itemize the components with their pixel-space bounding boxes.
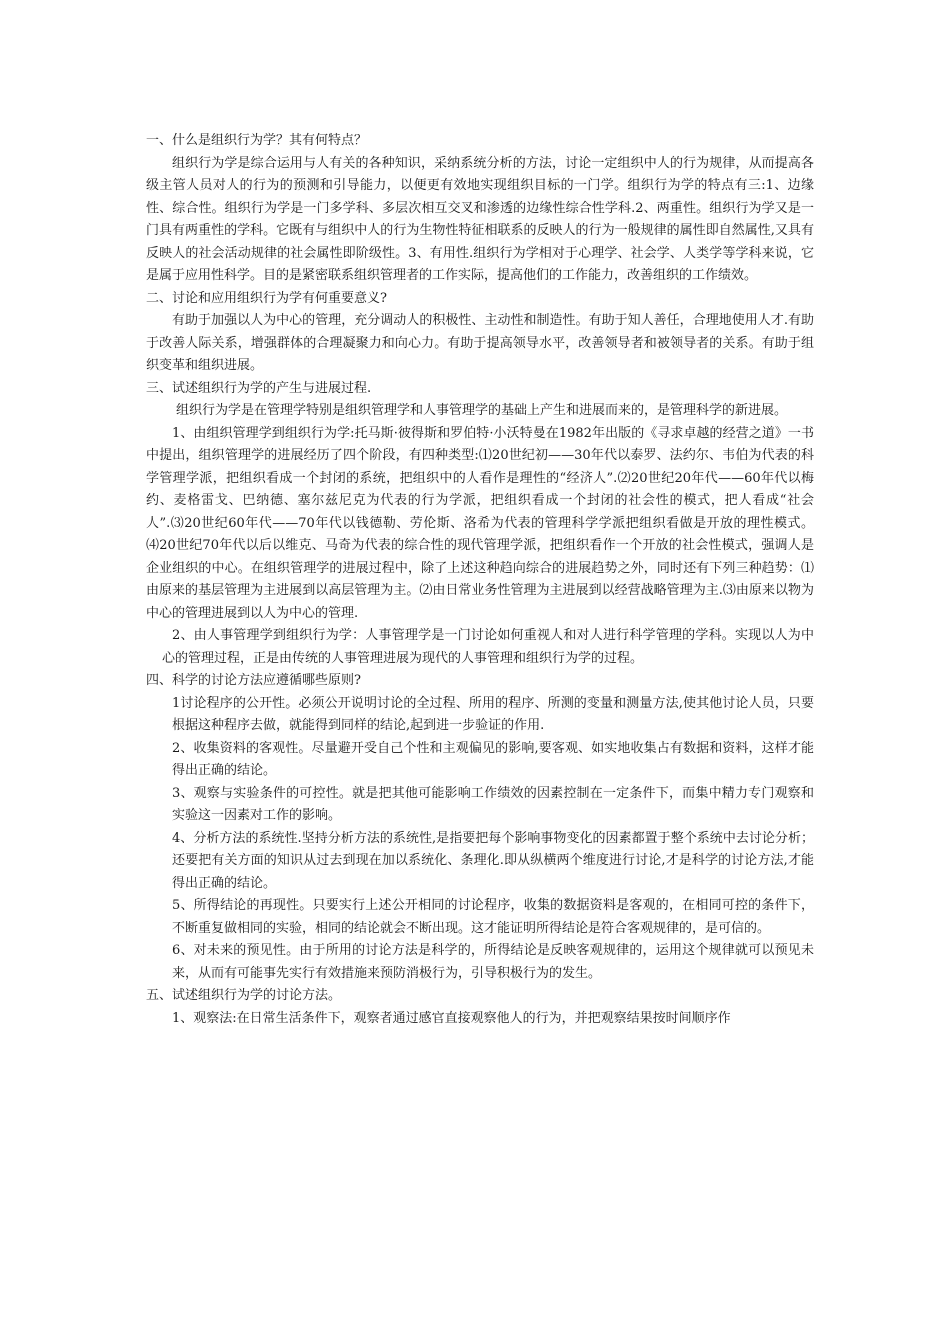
question-4-title: 四、科学的讨论方法应遵循哪些原则?	[146, 673, 361, 688]
principle-item: 4、分析方法的系统性.坚持分析方法的系统性,是指要把每个影响事物变化的因素都置于整个系统中去讨论分析；还要把有关方面的知识从过去到现在加以系统化、条理化.即从纵横两个维度进行讨论,才是科学的讨论方法,才能得出正确的结论。	[172, 830, 814, 891]
question-1-answer: 组织行为学是综合运用与人有关的各种知识，采纳系统分析的方法，讨论一定组织中人的行为规律，从而提高各级主管人员对人的行为的预测和引导能力，以便更有效地实现组织目标的一门学。组织行为学的特点有三:1、边缘性、综合性。组织行为学是一门多学科、多层次相互交叉和渗透的边缘性综合性学科.2、两重性。组织行为学又是一门具有两重性的学科。它既有与组织中人的行为生物性特征相联系的反映人的行为一般规律的属性即自然属性,又具有反映人的社会活动规律的社会属性即阶级性。3、有用性.组织行为学相对于心理学、社会学、人类学等学科来说，它是属于应用性科学。目的是紧密联系组织管理者的工作实际，提高他们的工作能力，改善组织的工作绩效。	[146, 155, 814, 283]
document-page	[146, 130, 814, 1030]
question-5-title: 五、试述组织行为学的讨论方法。	[146, 988, 342, 1003]
question-5-paragraph-1: 1、观察法:在日常生活条件下，观察者通过感官直接观察他人的行为，并把观察结果按时间顺序作	[172, 1010, 731, 1026]
principle-item: 5、所得结论的再现性。只要实行上述公开相同的讨论程序，收集的数据资料是客观的，在相同可控的条件下，不断重复做相同的实验，相同的结论就会不断出现。这才能证明所得结论是符合客观规律的，是可信的。	[172, 898, 814, 936]
principle-item: 2、收集资料的客观性。尽量避开受自己个性和主观偏见的影响,要客观、如实地收集占有数据和资料，这样才能得出正确的结论。	[172, 740, 814, 778]
question-3-paragraph-1: 1、由组织管理学到组织行为学:托马斯·彼得斯和罗伯特·小沃特曼在1982年出版的《寻求卓越的经营之道》一书中提出，组织管理学的进展经历了四个阶段，有四种类型:⑴20世纪初——30年代以泰罗、法约尔、韦伯为代表的科学管理学派，把组织看成一个封闭的系统，把组织中的人看作是理性的“经济人”.⑵20世纪20年代——60年代以梅约、麦格雷戈、巴纳德、塞尔兹尼克为代表的行为学派，把组织看成一个封闭的社会性的模式，把人看成“社会人”.⑶20世纪60年代——70年代以钱德勒、劳伦斯、洛希为代表的管理科学学派把组织看做是开放的理性模式。⑷20世纪70年代以后以维克、马奇为代表的综合性的现代管理学派，把组织看作一个开放的社会性模式，强调人是企业组织的中心。在组织管理学的进展过程中，除了上述这种趋向综合的进展趋势之外，同时还有下列三种趋势：⑴由原来的基层管理为主进展到以高层管理为主。⑵由日常业务性管理为主进展到以经营战略管理为主.⑶由原来以物为中心的管理进展到以人为中心的管理.	[146, 425, 814, 621]
question-1-title: 一、什么是组织行为学？其有何特点？	[146, 133, 368, 148]
question-3-paragraph-2: 2、由人事管理学到组织行为学：人事管理学是一门讨论如何重视人和对人进行科学管理的学科。实现以人为中心的管理过程，正是由传统的人事管理进展为现代的人事管理和组织行为学的过程。	[162, 628, 814, 666]
principle-item: 6、对未来的预见性。由于所用的讨论方法是科学的，所得结论是反映客观规律的，运用这个规律就可以预见未来，从而有可能事先实行有效措施来预防消极行为，引导积极行为的发生。	[172, 943, 814, 981]
question-2-answer: 有助于加强以人为中心的管理，充分调动人的积极性、主动性和制造性。有助于知人善任，合理地使用人才.有助于改善人际关系，增强群体的合理凝聚力和向心力。有助于提高领导水平，改善领导者和被领导者的关系。有助于组织变革和组织进展。	[146, 313, 814, 373]
question-3-title: 三、试述组织行为学的产生与进展过程.	[146, 380, 372, 396]
principle-item: 3、观察与实验条件的可控性。就是把其他可能影响工作绩效的因素控制在一定条件下，而集中精力专门观察和实验这一因素对工作的影响。	[172, 785, 814, 823]
principle-item: 1讨论程序的公开性。必须公开说明讨论的全过程、所用的程序、所测的变量和测量方法,使其他讨论人员，只要根据这种程序去做，就能得到同样的结论,起到进一步验证的作用.	[172, 695, 814, 733]
question-2-title: 二、讨论和应用组织行为学有何重要意义?	[146, 290, 387, 306]
question-3-intro: 组织行为学是在管理学特别是组织管理学和人事管理学的基础上产生和进展而来的，是管理科学的新进展。	[176, 403, 788, 418]
